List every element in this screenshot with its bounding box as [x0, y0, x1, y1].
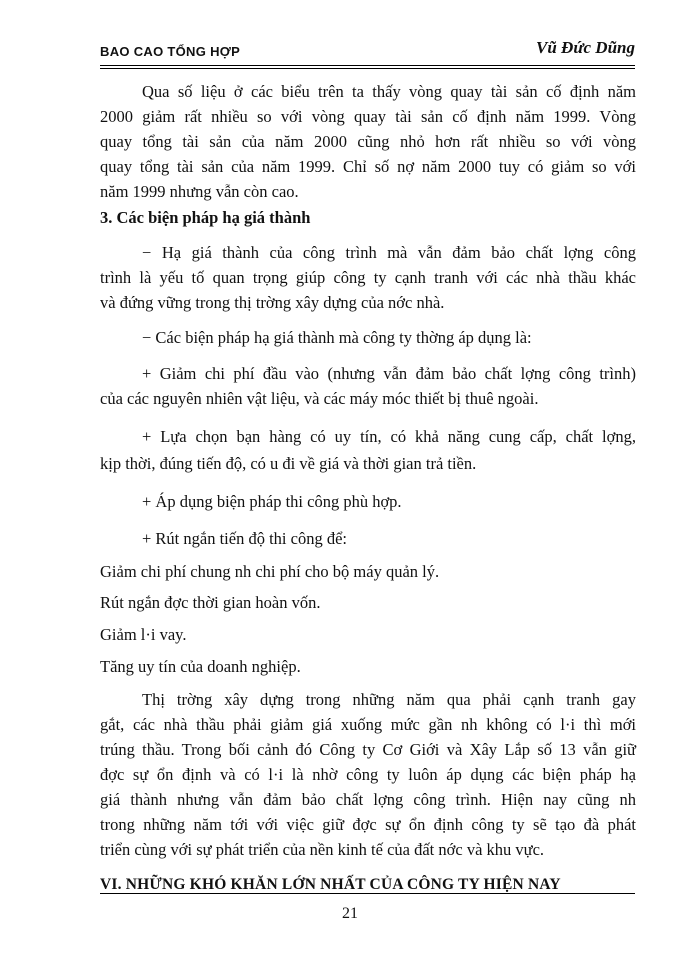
text-line: quay tổng tài sản của năm 2000 cũng nhỏ hơn rất nhiều so với vòng [100, 132, 636, 151]
text-line: 2000 giảm rất nhiều so với vòng quay tài sản cố định năm 1999. Vòng [100, 107, 636, 126]
text-line: trong những năm tới với việc giữ đợc sự ổn định công ty sẽ tạo đà phát [100, 815, 636, 834]
paragraph-reduce-overhead: Giảm chi phí chung nh chi phí cho bộ máy quản lý. [100, 562, 440, 581]
text-line: + Giảm chi phí đầu vào (nhưng vẫn đảm bảo chất lợng công trình) [142, 364, 636, 383]
paragraph-input-costs [100, 361, 636, 411]
text-line: triển cùng với sự phát triển của nền kinh tế của đất nớc và khu vực. [100, 840, 545, 859]
text-line: + Lựa chọn bạn hàng có uy tín, có khả năng cung cấp, chất lợng, [142, 427, 636, 446]
text-line: và đứng vững trong thị trờng xây dựng của nớc nhà. [100, 293, 445, 312]
header-report-title: BAO CAO TỔNG HỢP [100, 44, 241, 59]
header-author: Vũ Đức Dũng [536, 38, 635, 57]
text-line: năm 1999 nhưng vẫn còn cao. [100, 182, 299, 201]
paragraph-asset-turnover [100, 79, 636, 204]
paragraph-cost-reduction [100, 240, 636, 315]
page-header [100, 38, 635, 64]
paragraph-interest: Giảm l·i vay. [100, 625, 187, 644]
text-line: − Hạ giá thành của công trình mà vẫn đảm bảo chất lợng công [142, 243, 636, 262]
paragraph-partners [100, 423, 636, 477]
text-line: giá thành nhưng vẫn đảm bảo chất lợng công trình. Hiện nay cũng nh [100, 790, 636, 809]
document-body [100, 79, 636, 894]
section-heading-vi: VI. NHỮNG KHÓ KHĂN LỚN NHẤT CỦA CÔNG TY HIỆN NAY [100, 876, 561, 893]
paragraph-construction-method: + Áp dụng biện pháp thi công phù hợp. [142, 492, 402, 511]
paragraph-reputation: Tăng uy tín của doanh nghiệp. [100, 657, 301, 676]
header-rule [100, 65, 635, 69]
paragraph-market-competition [100, 687, 636, 862]
text-line: của các nguyên nhiên vật liệu, và các máy móc thiết bị thuê ngoài. [100, 389, 539, 408]
paragraph-shorten-schedule: + Rút ngắn tiến độ thi công để: [142, 529, 347, 548]
text-line: đợc sự ổn định và có l·i là nhờ công ty luôn áp dụng các biện pháp hạ [100, 765, 636, 784]
text-line: trúng thầu. Trong bối cảnh đó Công ty Cơ Giới và Xây Lắp số 13 vẫn giữ [100, 740, 636, 759]
footer-rule [100, 893, 635, 894]
text-line: kịp thời, đúng tiến độ, có u đi về giá và thời gian trả tiền. [100, 454, 477, 473]
section-heading-3: 3. Các biện pháp hạ giá thành [100, 208, 311, 227]
paragraph-capital-recovery: Rút ngắn đợc thời gian hoàn vốn. [100, 593, 321, 612]
page-number: 21 [342, 905, 358, 922]
paragraph-measures-intro: − Các biện pháp hạ giá thành mà công ty thờng áp dụng là: [142, 328, 532, 347]
text-line: trình là yếu tố quan trọng giúp công ty cạnh tranh với các nhà thầu khác [100, 268, 636, 287]
text-line: Thị trờng xây dựng trong những năm qua phải cạnh tranh gay [142, 690, 636, 709]
text-line: quay tổng tài sản của năm 1999. Chỉ số nợ năm 2000 tuy có giảm so với [100, 157, 636, 176]
text-line: gắt, các nhà thầu phải giảm giá xuống mức gần nh không có l·i thì mới [100, 715, 636, 734]
text-line: Qua số liệu ở các biểu trên ta thấy vòng quay tài sản cố định năm [142, 82, 636, 101]
